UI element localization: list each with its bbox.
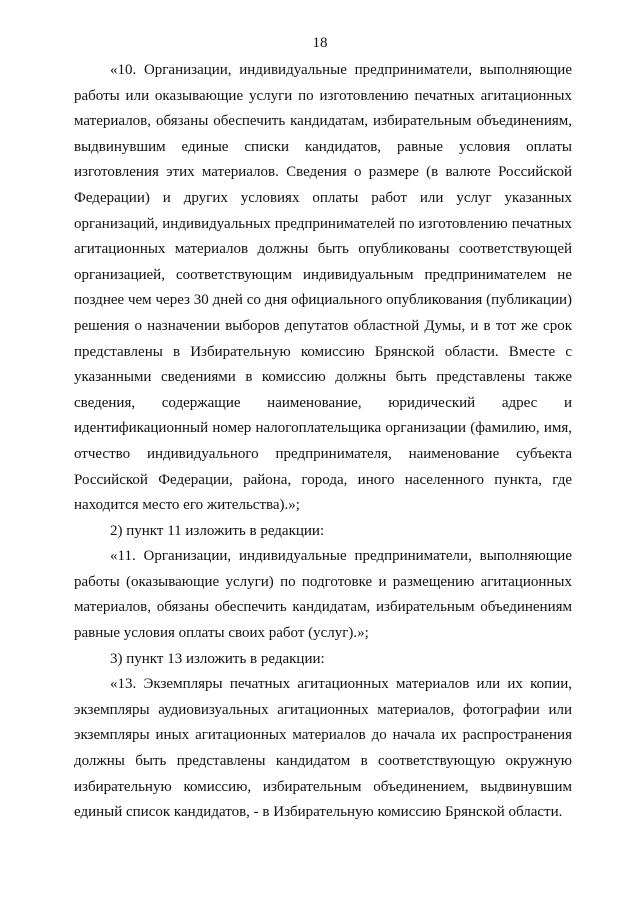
paragraph-amend-item-13: 3) пункт 13 изложить в редакции: <box>110 650 325 667</box>
document-body <box>74 58 572 826</box>
paragraph-item-13: «13. Экземпляры печатных агитационных материалов или их копии, экземпляры аудиовизуальных агитационных материалов, фотографии или экземпляры иных агитационных материалов до начала их распространения должны быть представлены кандидатом в соответствующую окружную избирательную комиссию, избирательным объединением, выдвинувшим единый список кандидатов, - в Избирательную комиссию Брянской области. <box>74 676 572 821</box>
paragraph-item-10: «10. Организации, индивидуальные предприниматели, выполняющие работы или оказывающие услуги по изготовлению печатных агитационных материалов, обязаны обеспечить кандидатам, избирательным объединениям, выдвинувшим единые списки кандидатов, равные условия оплаты изготовления этих материалов. Сведения о размере (в валюте Российской Федерации) и других условиях оплаты работ или услуг указанных организаций, индивидуальных предпринимателей по изготовлению печатных агитационных материалов должны быть опубликованы соответствующей организацией, соответствующим индивидуальным предпринимателем не позднее чем через 30 дней со дня официального опубликования (публикации) решения о назначении выборов депутатов областной Думы, и в тот же срок представлены в Избирательную комиссию Брянской области. Вместе с указанными сведениями в комиссию должны быть представлены также сведения, содержащие наименование, юридический адрес и идентификационный номер налогоплательщика организации (фамилию, имя, отчество индивидуального предпринимателя, наименование субъекта Российской Федерации, района, города, иного населенного пункта, где находится место его жительства).»; <box>74 62 572 514</box>
page-number: 18 <box>312 35 328 51</box>
paragraph-amend-item-11: 2) пункт 11 изложить в редакции: <box>110 522 325 539</box>
paragraph-item-11: «11. Организации, индивидуальные предприниматели, выполняющие работы (оказывающие услуги) по подготовке и размещению агитационных материалов, обязаны обеспечить кандидатам, избирательным объединениям равные условия оплаты своих работ (услуг).»; <box>74 548 572 642</box>
